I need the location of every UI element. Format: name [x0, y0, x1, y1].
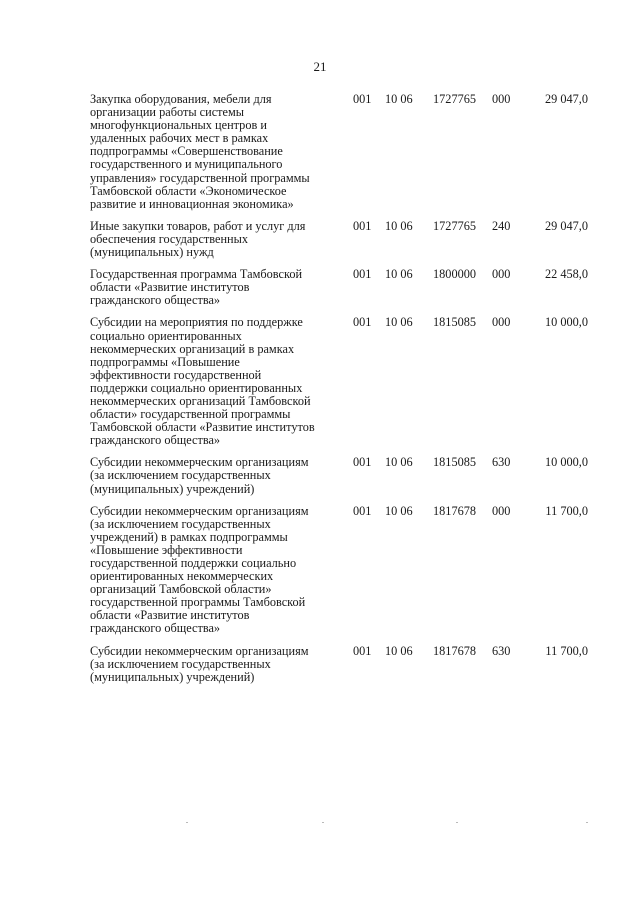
row-ved: 001 [353, 455, 372, 470]
scan-speck [186, 822, 188, 823]
row-target-article: 1815085 [433, 315, 477, 330]
row-ved: 001 [353, 218, 372, 233]
row-target-article: 1800000 [433, 267, 477, 282]
row-ved: 001 [353, 315, 372, 330]
scan-speck [322, 822, 324, 823]
row-target-article: 1817678 [433, 643, 477, 658]
row-sum: 29 047,0 [544, 218, 588, 233]
row-description: Иные закупки товаров, работ и услуг для обеспечения государственных (муниципальных) нужд [90, 218, 306, 260]
scan-artifacts [0, 822, 640, 828]
scan-speck [456, 822, 458, 823]
row-description: Субсидии некоммерческим организациям (за исключением государственных (муниципальных) учреждений) [90, 455, 309, 496]
row-ved: 001 [353, 267, 372, 282]
row-section: 10 06 [385, 455, 413, 470]
table-row [0, 220, 640, 259]
row-target-article: 1727765 [433, 218, 477, 233]
row-section: 10 06 [385, 92, 413, 106]
row-sum: 11 700,0 [545, 503, 588, 518]
row-expense-type: 000 [492, 92, 511, 106]
row-expense-type: 000 [492, 267, 511, 282]
row-section: 10 06 [385, 503, 413, 518]
row-description: Субсидии на мероприятия по поддержке социально ориентированных некоммерческих организаций в рамках подпрограммы «Повышение эффективности государственной поддержки социально ориентированных некоммерческих организаций Тамбовской области» государственной программы Тамбовской области «Развитие институтов гражданского общества» [90, 315, 315, 448]
row-section: 10 06 [385, 267, 413, 282]
table-row [0, 505, 640, 636]
row-sum: 11 700,0 [545, 643, 588, 658]
table-row [0, 645, 640, 684]
row-target-article: 1727765 [433, 92, 477, 106]
row-ved: 001 [353, 643, 372, 658]
table-row [0, 456, 640, 495]
row-target-article: 1815085 [433, 455, 477, 470]
row-ved: 001 [353, 503, 372, 518]
row-target-article: 1817678 [433, 503, 477, 518]
row-expense-type: 630 [492, 643, 511, 658]
scan-speck [586, 822, 588, 823]
row-sum: 29 047,0 [544, 92, 588, 106]
row-sum: 10 000,0 [544, 315, 588, 330]
row-expense-type: 630 [492, 455, 511, 470]
row-section: 10 06 [385, 643, 413, 658]
row-sum: 10 000,0 [544, 455, 588, 470]
row-ved: 001 [353, 92, 372, 106]
row-section: 10 06 [385, 315, 413, 330]
table-row [0, 93, 640, 211]
row-expense-type: 000 [492, 503, 511, 518]
row-section: 10 06 [385, 218, 413, 233]
page-number: 21 [313, 59, 327, 74]
row-expense-type: 000 [492, 315, 511, 330]
table-row [0, 268, 640, 307]
table-row [0, 316, 640, 447]
row-description: Субсидии некоммерческим организациям (за исключением государственных (муниципальных) учреждений) [90, 643, 309, 684]
row-sum: 22 458,0 [544, 267, 588, 282]
row-expense-type: 240 [492, 218, 511, 233]
budget-table [0, 93, 640, 693]
row-description: Закупка оборудования, мебели для организации работы системы многофункциональных центров и удаленных рабочих мест в рамках подпрограммы «Совершенствование государственного и муниципального управления» государственной программы Тамбовской области «Экономическое развитие и инновационная экономика» [90, 92, 310, 211]
row-description: Государственная программа Тамбовской области «Развитие институтов гражданского общества» [90, 267, 303, 308]
row-description: Субсидии некоммерческим организациям (за исключением государственных учреждений) в рамках подпрограммы «Повышение эффективности государственной поддержки социально ориентированных некоммерческих организаций Тамбовской области» государственной программы Тамбовской области «Развитие институтов гражданского общества» [90, 503, 309, 636]
